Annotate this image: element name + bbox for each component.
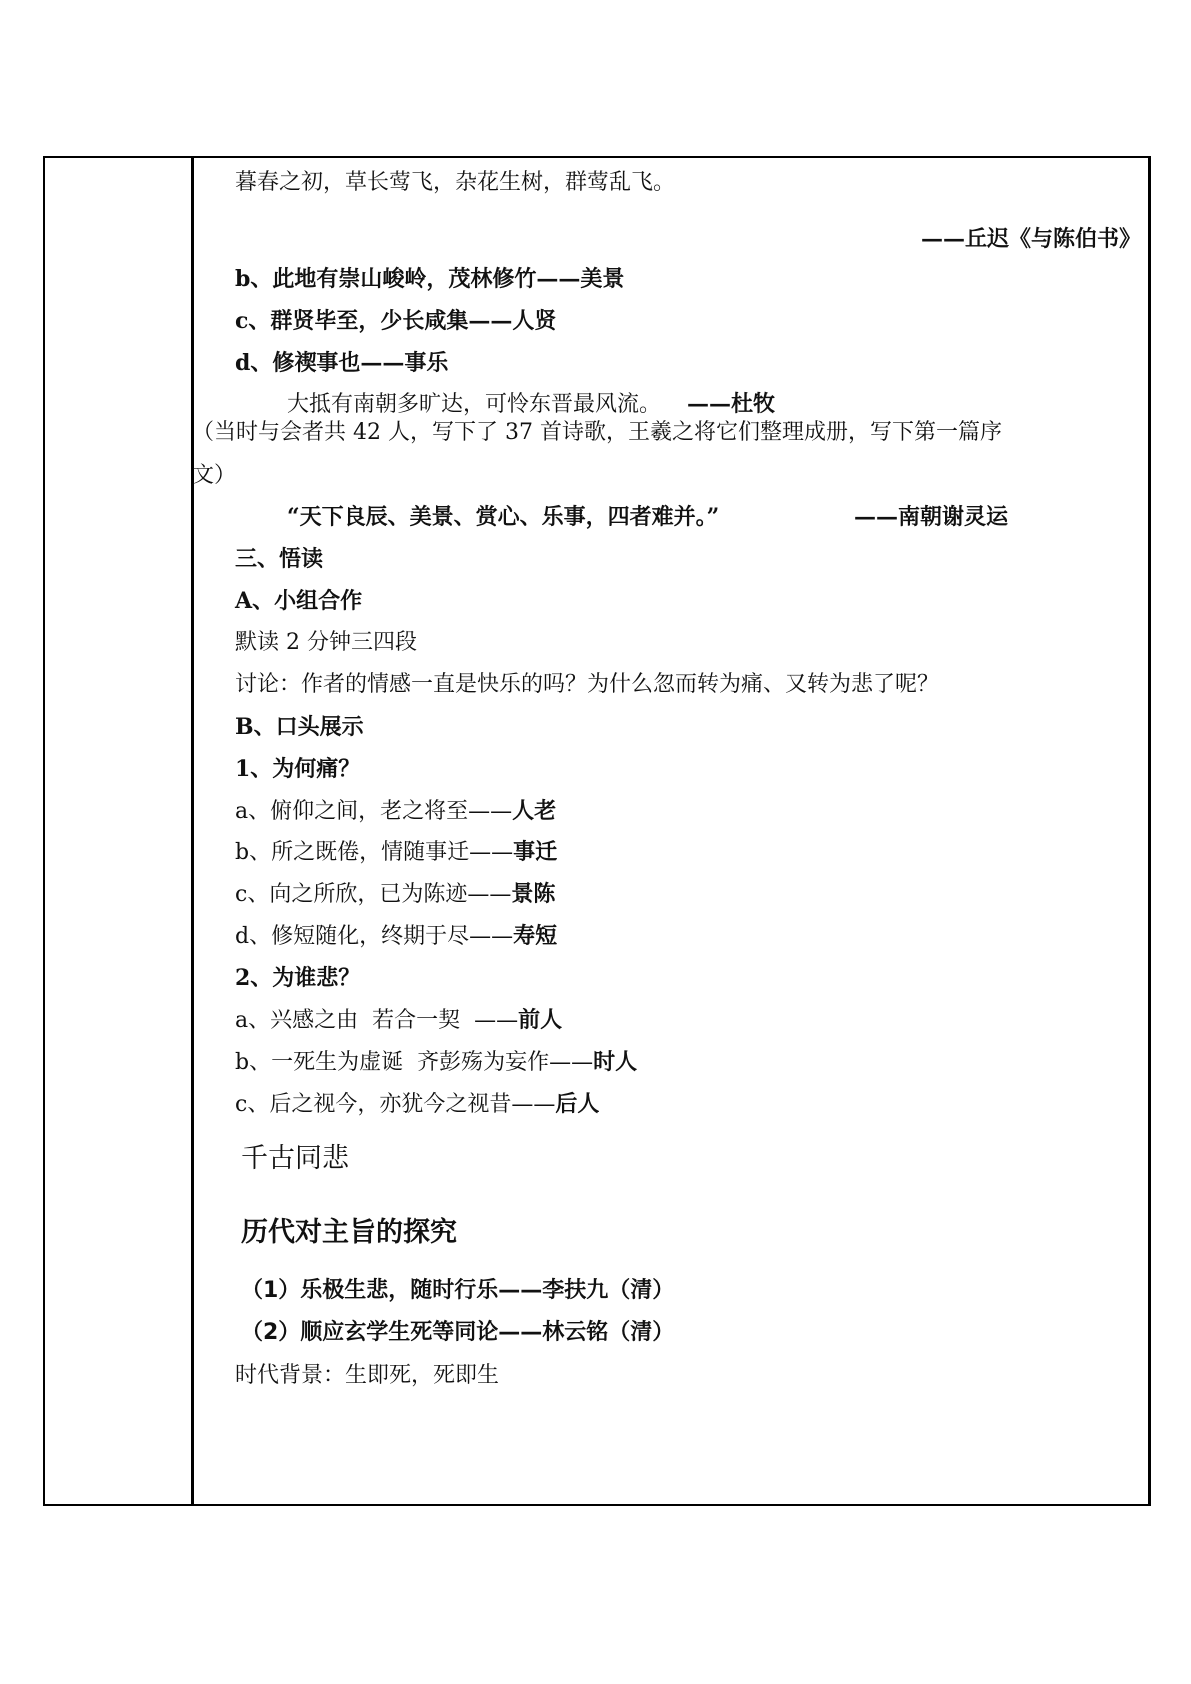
quote-line: “天下良辰、美景、赏心、乐事，四者难并。”: [287, 504, 720, 530]
list-item: a、兴感之由 若合一契 ——前人: [235, 1007, 563, 1033]
subsection-heading: B、口头展示: [235, 714, 364, 740]
heading-theme-research: 历代对主旨的探究: [241, 1217, 457, 1248]
text-line: 时代背景：生即死，死即生: [235, 1363, 500, 1388]
list-item: b、所之既倦，情随事迁——事迁: [235, 839, 558, 865]
poem-author: ——杜牧: [687, 391, 776, 417]
question-heading: 2、为谁悲？: [235, 965, 361, 991]
list-item: d、修禊事也——事乐: [235, 350, 449, 376]
list-item: b、此地有崇山峻岭，茂林修竹——美景: [235, 266, 625, 292]
research-item: （2）顺应玄学生死等同论——林云铭（清）: [241, 1320, 675, 1345]
quote-line: 暮春之初，草长莺飞，杂花生树，群莺乱飞。: [235, 170, 676, 195]
quote-attribution: ——南朝谢灵运: [854, 504, 1009, 530]
note-line: （当时与会者共 42 人，写下了 37 首诗歌，王羲之将它们整理成册，写下第一篇序: [192, 420, 1002, 445]
poem-line: [287, 389, 775, 420]
list-item: b、一死生为虚诞 齐彭殇为妄作——时人: [235, 1049, 638, 1075]
list-item: c、向之所欣，已为陈迹——景陈: [235, 881, 556, 907]
text-line: 讨论：作者的情感一直是快乐的吗？为什么忽而转为痛、又转为悲了呢？: [235, 672, 940, 697]
list-item: c、后之视今，亦犹今之视昔——后人: [235, 1091, 600, 1117]
note-line: 文）: [192, 463, 237, 488]
heading-eternal-sorrow: 千古同悲: [241, 1143, 349, 1174]
lesson-content-cell: [194, 156, 1149, 1504]
poem-text: 大抵有南朝多旷达，可怜东晋最风流。: [287, 392, 662, 417]
quote-attribution: ——丘迟《与陈伯书》: [920, 226, 1141, 252]
list-item: c、群贤毕至，少长咸集——人贤: [235, 308, 557, 334]
research-item: （1）乐极生悲，随时行乐——李扶九（清）: [241, 1278, 675, 1303]
list-item: d、修短随化，终期于尽——寿短: [235, 923, 558, 949]
subsection-heading: A、小组合作: [235, 588, 363, 614]
text-line: 默读 2 分钟三四段: [235, 630, 417, 655]
section-heading: 三、悟读: [235, 546, 324, 572]
list-item: a、俯仰之间，老之将至——人老: [235, 798, 557, 824]
question-heading: 1、为何痛？: [235, 756, 361, 782]
